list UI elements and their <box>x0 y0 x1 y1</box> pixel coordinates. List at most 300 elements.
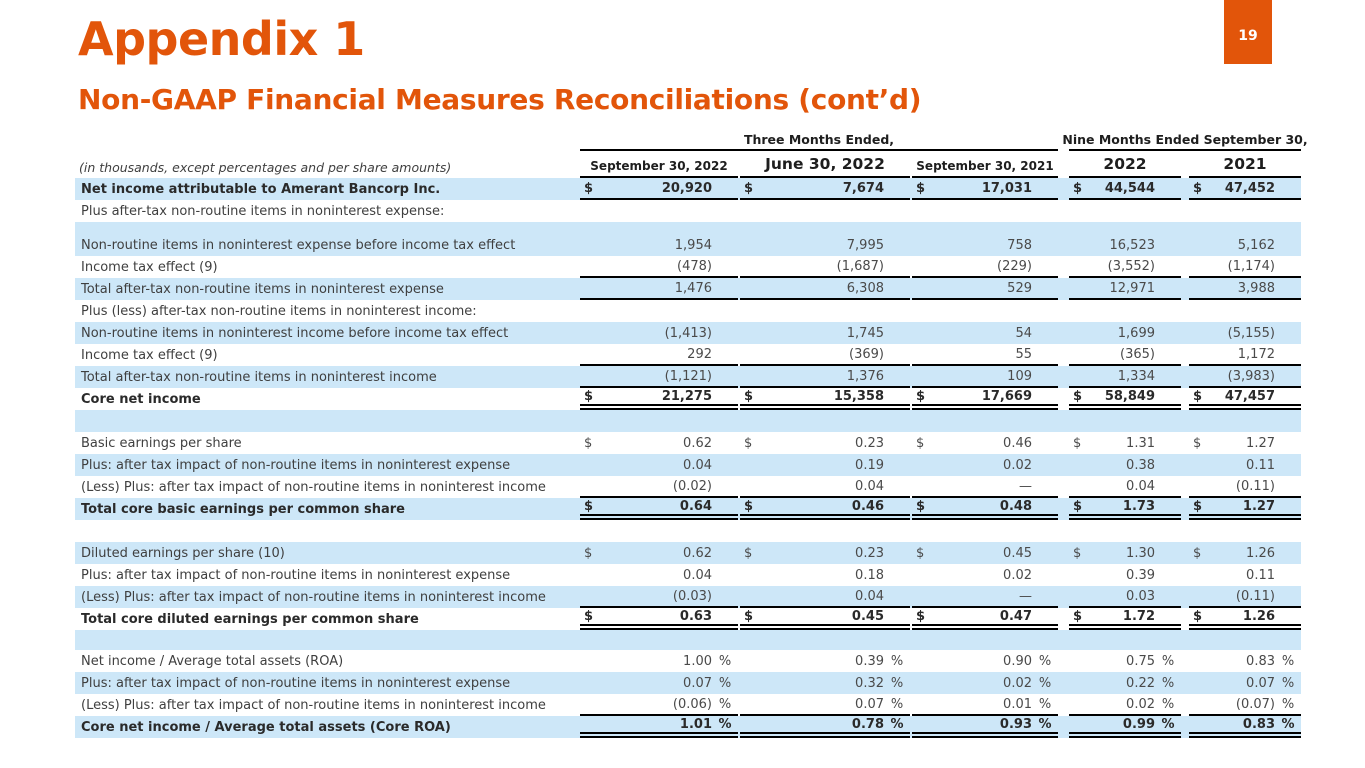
value-cell <box>580 542 738 564</box>
value-cell <box>912 322 1058 344</box>
percent-sign: % <box>1281 675 1295 691</box>
cell-value: 15,358 <box>833 388 884 404</box>
percent-sign: % <box>718 675 732 691</box>
percent-sign: % <box>890 675 904 691</box>
value-cell <box>912 608 1058 630</box>
cell-value: (1,121) <box>664 368 712 384</box>
dollar-sign: $ <box>1073 545 1082 561</box>
value-cell <box>580 234 738 256</box>
table-row <box>75 322 1301 344</box>
value-cell <box>740 716 910 738</box>
dollar-sign: $ <box>916 388 926 404</box>
cell-value: 1.26 <box>1246 545 1275 561</box>
cell-value: 0.90 <box>1003 653 1032 669</box>
value-cell <box>580 200 738 222</box>
cell-value: (365) <box>1120 346 1155 362</box>
cell-value: 0.07 <box>855 696 884 712</box>
value-cell <box>1189 322 1301 344</box>
column-header-sep-30-2022: September 30, 2022 <box>580 159 738 178</box>
value-cell <box>740 178 910 200</box>
value-cell <box>740 344 910 366</box>
cell-value: (0.06) <box>672 696 712 712</box>
spacer-row <box>75 630 1301 650</box>
value-cell <box>1069 388 1181 410</box>
table-row <box>75 650 1301 672</box>
cell-value: 20,920 <box>661 180 712 196</box>
value-cell <box>1189 694 1301 716</box>
value-cell <box>580 650 738 672</box>
percent-sign: % <box>1281 716 1295 732</box>
table-row <box>75 200 1301 222</box>
value-cell <box>580 432 738 454</box>
column-header-june-30-2022: June 30, 2022 <box>740 155 910 178</box>
value-cell <box>1069 300 1181 322</box>
cell-value: 0.23 <box>855 545 884 561</box>
table-row <box>75 694 1301 716</box>
value-cell <box>912 344 1058 366</box>
cell-value: 0.07 <box>683 675 712 691</box>
table-row <box>75 608 1301 630</box>
value-cell <box>1069 716 1181 738</box>
cell-value: 1,334 <box>1117 368 1155 384</box>
table-row <box>75 476 1301 498</box>
value-cell <box>1189 366 1301 388</box>
row-label: (Less) Plus: after tax impact of non-routine items in noninterest income <box>81 697 546 713</box>
dollar-sign: $ <box>1193 435 1202 451</box>
value-cell <box>912 694 1058 716</box>
cell-value: (0.11) <box>1235 478 1275 494</box>
dollar-sign: $ <box>1193 608 1203 624</box>
table-row <box>75 366 1301 388</box>
value-cell <box>912 178 1058 200</box>
cell-value: 0.38 <box>1126 457 1155 473</box>
cell-value: 1,745 <box>846 325 884 341</box>
percent-sign: % <box>1038 653 1052 669</box>
value-cell <box>912 256 1058 278</box>
value-cell <box>912 542 1058 564</box>
value-cell <box>1189 542 1301 564</box>
table-note-cell <box>75 160 580 178</box>
percent-sign: % <box>718 696 732 712</box>
value-cell <box>1189 278 1301 300</box>
cell-value: 7,674 <box>842 180 884 196</box>
row-label: Plus: after tax impact of non-routine items in noninterest expense <box>81 567 511 583</box>
row-label: Total after-tax non-routine items in noninterest income <box>81 369 437 385</box>
percent-sign: % <box>1038 716 1052 732</box>
table-row <box>75 542 1301 564</box>
table-row <box>75 454 1301 476</box>
cell-value: 0.11 <box>1246 457 1275 473</box>
cell-value: 0.46 <box>1003 435 1032 451</box>
table-row <box>75 672 1301 694</box>
cell-value: 109 <box>1007 368 1032 384</box>
value-cell <box>1069 586 1181 608</box>
cell-value: (0.11) <box>1235 588 1275 604</box>
cell-value: 0.63 <box>679 608 712 624</box>
table-column-header-row <box>75 151 1301 178</box>
dollar-sign: $ <box>584 498 594 514</box>
value-cell <box>740 672 910 694</box>
cell-value: 0.23 <box>855 435 884 451</box>
row-label: Plus: after tax impact of non-routine items in noninterest expense <box>81 675 511 691</box>
percent-sign: % <box>1281 653 1295 669</box>
value-cell <box>580 278 738 300</box>
cell-value: 1,376 <box>846 368 884 384</box>
value-cell <box>740 366 910 388</box>
percent-sign: % <box>1161 696 1175 712</box>
dollar-sign: $ <box>584 608 594 624</box>
cell-value: 1.31 <box>1126 435 1155 451</box>
cell-value: 0.04 <box>683 567 712 583</box>
table-row <box>75 586 1301 608</box>
cell-value: 47,457 <box>1224 388 1275 404</box>
cell-value: (1,413) <box>664 325 712 341</box>
row-label: Income tax effect (9) <box>81 347 218 363</box>
page-title: Appendix 1 <box>78 12 365 66</box>
table-body <box>75 178 1301 738</box>
dollar-sign: $ <box>1073 435 1082 451</box>
cell-value: 0.78 <box>851 716 884 732</box>
value-cell <box>740 278 910 300</box>
cell-value: 0.02 <box>1003 457 1032 473</box>
dollar-sign: $ <box>1073 180 1083 196</box>
value-cell <box>580 608 738 630</box>
cell-value: 292 <box>687 346 712 362</box>
percent-sign: % <box>1038 696 1052 712</box>
cell-value: 0.75 <box>1126 653 1155 669</box>
row-label: Non-routine items in noninterest expense before income tax effect <box>81 237 516 253</box>
cell-value: 0.04 <box>855 478 884 494</box>
cell-value: (0.02) <box>672 478 712 494</box>
cell-value: 5,162 <box>1237 237 1275 253</box>
cell-value: 3,988 <box>1237 280 1275 296</box>
value-cell <box>740 542 910 564</box>
table-row <box>75 234 1301 256</box>
value-cell <box>580 178 738 200</box>
cell-value: 0.03 <box>1126 588 1155 604</box>
value-cell <box>740 432 910 454</box>
cell-value: 16,523 <box>1109 237 1155 253</box>
value-cell <box>1069 564 1181 586</box>
table-row <box>75 498 1301 520</box>
value-cell <box>740 498 910 520</box>
cell-value: 0.04 <box>855 588 884 604</box>
value-cell <box>740 476 910 498</box>
value-cell <box>580 256 738 278</box>
table-row <box>75 300 1301 322</box>
cell-value: 0.62 <box>683 545 712 561</box>
cell-value: 0.47 <box>999 608 1032 624</box>
value-cell <box>1189 498 1301 520</box>
percent-sign: % <box>1161 653 1175 669</box>
value-cell <box>740 300 910 322</box>
dollar-sign: $ <box>916 180 926 196</box>
value-cell <box>1189 454 1301 476</box>
value-cell <box>740 564 910 586</box>
row-label: Core net income / Average total assets (Core ROA) <box>81 719 451 735</box>
value-cell <box>580 322 738 344</box>
value-cell <box>912 432 1058 454</box>
cell-value: 0.99 <box>1122 716 1155 732</box>
row-label: (Less) Plus: after tax impact of non-routine items in noninterest income <box>81 479 546 495</box>
cell-value: 21,275 <box>661 388 712 404</box>
dollar-sign: $ <box>916 435 925 451</box>
cell-value: 0.02 <box>1003 567 1032 583</box>
cell-value: 1.27 <box>1242 498 1275 514</box>
value-cell <box>1069 234 1181 256</box>
dollar-sign: $ <box>584 435 593 451</box>
cell-value: (5,155) <box>1227 325 1275 341</box>
value-cell <box>580 694 738 716</box>
value-cell <box>580 388 738 410</box>
value-cell <box>1189 650 1301 672</box>
value-cell <box>1189 388 1301 410</box>
value-cell <box>1189 344 1301 366</box>
column-header-2022: 2022 <box>1069 155 1181 178</box>
row-label: Total after-tax non-routine items in noninterest expense <box>81 281 444 297</box>
value-cell <box>740 256 910 278</box>
value-cell <box>1189 586 1301 608</box>
value-cell <box>912 388 1058 410</box>
cell-value: 0.22 <box>1126 675 1155 691</box>
cell-value: 0.02 <box>1126 696 1155 712</box>
dollar-sign: $ <box>1073 608 1083 624</box>
row-label: Basic earnings per share <box>81 435 242 451</box>
cell-value: 47,452 <box>1224 180 1275 196</box>
value-cell <box>1069 256 1181 278</box>
row-label: Non-routine items in noninterest income before income tax effect <box>81 325 509 341</box>
percent-sign: % <box>890 653 904 669</box>
cell-value: 44,544 <box>1104 180 1155 196</box>
cell-value: 1.26 <box>1242 608 1275 624</box>
table-row <box>75 388 1301 410</box>
dollar-sign: $ <box>1073 498 1083 514</box>
cell-value: 1,172 <box>1237 346 1275 362</box>
row-label: Net income attributable to Amerant Bancorp Inc. <box>81 181 441 197</box>
value-cell <box>580 586 738 608</box>
cell-value: — <box>1019 478 1032 494</box>
cell-value: 0.48 <box>999 498 1032 514</box>
row-label: Plus after-tax non-routine items in noninterest expense: <box>81 203 445 219</box>
value-cell <box>1189 672 1301 694</box>
row-label: Total core diluted earnings per common share <box>81 611 419 627</box>
value-cell <box>1189 234 1301 256</box>
value-cell <box>740 650 910 672</box>
table-row <box>75 716 1301 738</box>
cell-value: (1,174) <box>1227 258 1275 274</box>
value-cell <box>912 234 1058 256</box>
percent-sign: % <box>718 653 732 669</box>
cell-value: 0.62 <box>683 435 712 451</box>
row-label: Income tax effect (9) <box>81 259 218 275</box>
cell-value: 0.01 <box>1003 696 1032 712</box>
value-cell <box>912 498 1058 520</box>
value-cell <box>1189 476 1301 498</box>
cell-value: 0.39 <box>1126 567 1155 583</box>
value-cell <box>580 344 738 366</box>
column-header-2021: 2021 <box>1189 155 1301 178</box>
percent-sign: % <box>1161 675 1175 691</box>
cell-value: (3,552) <box>1107 258 1155 274</box>
value-cell <box>1069 608 1181 630</box>
cell-value: 55 <box>1015 346 1032 362</box>
value-cell <box>1069 650 1181 672</box>
value-cell <box>740 234 910 256</box>
cell-value: 1,476 <box>674 280 712 296</box>
value-cell <box>912 564 1058 586</box>
cell-value: 0.93 <box>999 716 1032 732</box>
dollar-sign: $ <box>744 498 754 514</box>
cell-value: (3,983) <box>1227 368 1275 384</box>
cell-value: 0.18 <box>855 567 884 583</box>
cell-value: (369) <box>849 346 884 362</box>
value-cell <box>1189 432 1301 454</box>
value-cell <box>1069 366 1181 388</box>
value-cell <box>1189 256 1301 278</box>
value-cell <box>1069 542 1181 564</box>
cell-value: 12,971 <box>1109 280 1155 296</box>
value-cell <box>580 454 738 476</box>
value-cell <box>1189 716 1301 738</box>
value-cell <box>1069 476 1181 498</box>
cell-value: 0.07 <box>1246 675 1275 691</box>
value-cell <box>1069 498 1181 520</box>
value-cell <box>1069 278 1181 300</box>
page-subtitle: Non-GAAP Financial Measures Reconciliations (cont’d) <box>78 83 922 116</box>
dollar-sign: $ <box>744 545 753 561</box>
cell-value: 0.04 <box>1126 478 1155 494</box>
page-number-badge <box>1224 0 1272 64</box>
dollar-sign: $ <box>1193 180 1203 196</box>
cell-value: 758 <box>1007 237 1032 253</box>
value-cell <box>1069 200 1181 222</box>
table-row <box>75 278 1301 300</box>
cell-value: 1.30 <box>1126 545 1155 561</box>
cell-value: 17,031 <box>981 180 1032 196</box>
cell-value: 1.27 <box>1246 435 1275 451</box>
cell-value: 58,849 <box>1104 388 1155 404</box>
row-label: (Less) Plus: after tax impact of non-routine items in noninterest income <box>81 589 546 605</box>
value-cell <box>1189 200 1301 222</box>
dollar-sign: $ <box>584 388 594 404</box>
value-cell <box>1069 178 1181 200</box>
cell-value: 0.83 <box>1246 653 1275 669</box>
dollar-sign: $ <box>1193 498 1203 514</box>
cell-value: 0.45 <box>1003 545 1032 561</box>
value-cell <box>740 322 910 344</box>
value-cell <box>1069 432 1181 454</box>
value-cell <box>740 200 910 222</box>
cell-value: (1,687) <box>836 258 884 274</box>
dollar-sign: $ <box>1193 388 1203 404</box>
cell-value: (0.07) <box>1235 696 1275 712</box>
row-label: Net income / Average total assets (ROA) <box>81 653 344 669</box>
value-cell <box>1069 322 1181 344</box>
cell-value: (0.03) <box>672 588 712 604</box>
value-cell <box>580 498 738 520</box>
cell-value: (229) <box>997 258 1032 274</box>
table-row <box>75 564 1301 586</box>
cell-value: 529 <box>1007 280 1032 296</box>
value-cell <box>740 388 910 410</box>
row-label: Diluted earnings per share (10) <box>81 545 285 561</box>
dollar-sign: $ <box>744 608 754 624</box>
percent-sign: % <box>1281 696 1295 712</box>
value-cell <box>740 586 910 608</box>
spacer-row <box>75 410 1301 432</box>
group-header-nine-months: Nine Months Ended September 30, <box>1069 132 1301 151</box>
dollar-sign: $ <box>916 608 926 624</box>
table-row <box>75 432 1301 454</box>
reconciliation-table <box>75 130 1308 738</box>
column-header-sep-30-2021: September 30, 2021 <box>912 159 1058 178</box>
dollar-sign: $ <box>1073 388 1083 404</box>
cell-value: — <box>1019 588 1032 604</box>
group-header-three-months: Three Months Ended, <box>580 132 1058 151</box>
value-cell <box>740 608 910 630</box>
cell-value: 0.32 <box>855 675 884 691</box>
cell-value: 0.02 <box>1003 675 1032 691</box>
cell-value: 7,995 <box>846 237 884 253</box>
value-cell <box>580 476 738 498</box>
table-row <box>75 178 1301 200</box>
value-cell <box>580 716 738 738</box>
cell-value: 1.73 <box>1122 498 1155 514</box>
value-cell <box>912 200 1058 222</box>
table-row <box>75 256 1301 278</box>
dollar-sign: $ <box>1193 545 1202 561</box>
value-cell <box>1069 454 1181 476</box>
value-cell <box>580 300 738 322</box>
cell-value: 0.46 <box>851 498 884 514</box>
cell-value: 0.04 <box>683 457 712 473</box>
value-cell <box>912 476 1058 498</box>
dollar-sign: $ <box>916 545 925 561</box>
cell-value: 0.11 <box>1246 567 1275 583</box>
value-cell <box>740 694 910 716</box>
value-cell <box>740 454 910 476</box>
value-cell <box>912 586 1058 608</box>
value-cell <box>1069 694 1181 716</box>
value-cell <box>1069 672 1181 694</box>
cell-value: 0.39 <box>855 653 884 669</box>
dollar-sign: $ <box>584 545 593 561</box>
cell-value: 17,669 <box>981 388 1032 404</box>
value-cell <box>912 300 1058 322</box>
percent-sign: % <box>890 696 904 712</box>
cell-value: 1.01 <box>679 716 712 732</box>
value-cell <box>912 672 1058 694</box>
percent-sign: % <box>890 716 904 732</box>
spacer-row <box>75 520 1301 542</box>
spacer-row <box>75 222 1301 234</box>
value-cell <box>580 366 738 388</box>
value-cell <box>1069 344 1181 366</box>
value-cell <box>1189 178 1301 200</box>
cell-value: 1,954 <box>674 237 712 253</box>
percent-sign: % <box>718 716 732 732</box>
value-cell <box>912 716 1058 738</box>
table-note: (in thousands, except percentages and per share amounts) <box>79 160 452 175</box>
dollar-sign: $ <box>744 180 754 196</box>
row-label: Total core basic earnings per common share <box>81 501 405 517</box>
cell-value: (478) <box>677 258 712 274</box>
cell-value: 0.64 <box>679 498 712 514</box>
cell-value: 1,699 <box>1117 325 1155 341</box>
cell-value: 0.83 <box>1242 716 1275 732</box>
table-group-header-row <box>75 130 1308 151</box>
row-label: Plus (less) after-tax non-routine items in noninterest income: <box>81 303 477 319</box>
